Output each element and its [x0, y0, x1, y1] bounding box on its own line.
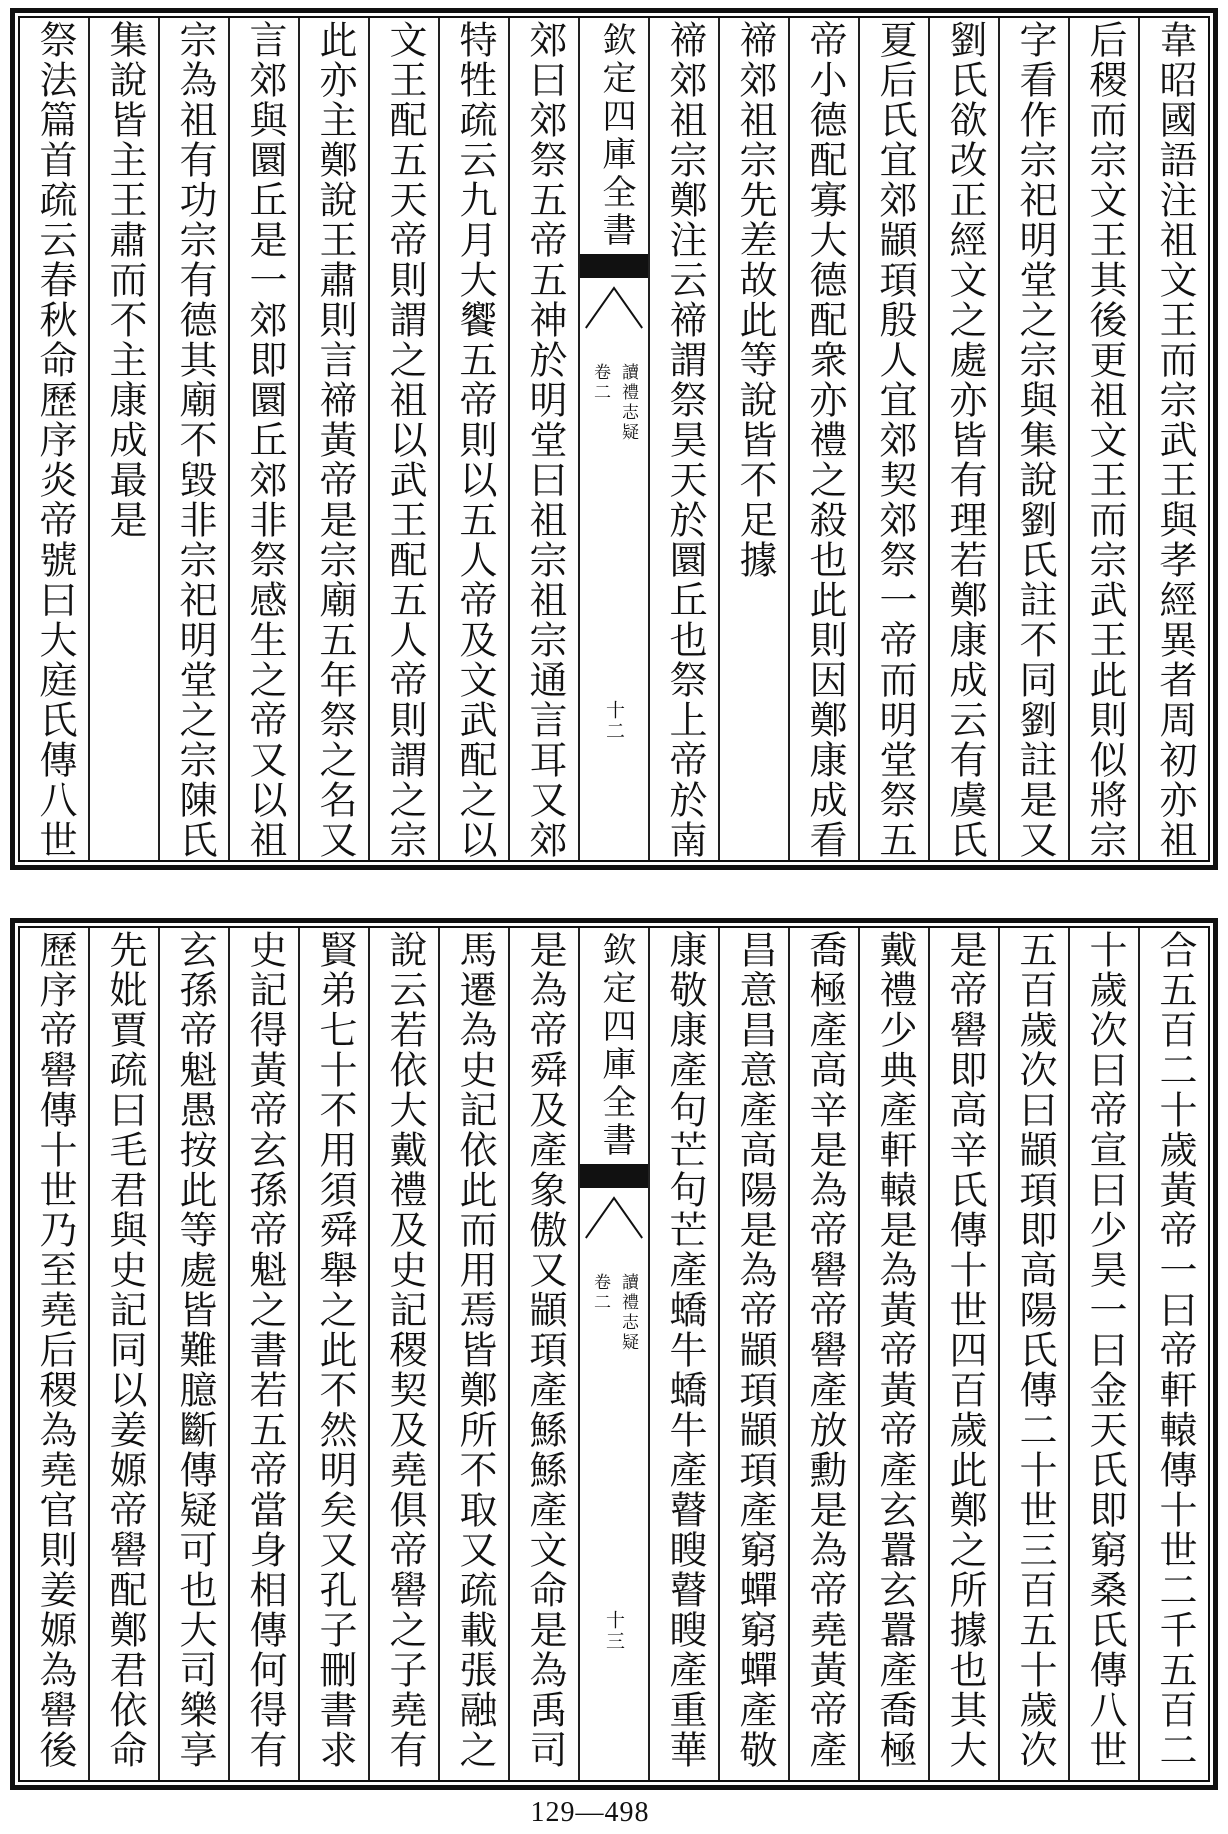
collection-title: 欽定四庫全書 — [596, 932, 636, 1160]
text-column: 昌意昌意產高陽是為帝顓頊顓頊產窮蟬窮蟬產敬 — [718, 928, 788, 1780]
collection-title: 欽定四庫全書 — [596, 22, 636, 250]
text-column: 夏后氏宜郊顓頊殷人宜郊契郊祭一帝而明堂祭五 — [858, 18, 928, 860]
text-column: 康敬康產句芒句芒產蟜牛蟜牛產瞽瞍瞽瞍產重華 — [648, 928, 718, 1780]
fishtail-mark — [580, 1164, 648, 1248]
text-column: 玄孫帝魁愚按此等處皆難臆斷傳疑可也大司樂享 — [158, 928, 228, 1780]
volume-label: 卷二 — [590, 1273, 610, 1313]
text-column: 帝小德配寡大德配衆亦禮之殺也此則因鄭康成看 — [788, 18, 858, 860]
book-meta — [580, 363, 648, 443]
text-column: 戴禮少典產軒轅是為黃帝黃帝產玄囂玄囂產喬極 — [858, 928, 928, 1780]
text-column: 言郊與圜丘是一郊即圜丘郊非祭感生之帝又以祖 — [228, 18, 298, 860]
text-column: 是為帝舜及產象傲又顓頊產鯀鯀產文命是為禹司 — [508, 928, 578, 1780]
text-column: 五百歲次曰顓頊即高陽氏傳二十世三百五十歲次 — [998, 928, 1068, 1780]
text-column: 合五百二十歲黃帝一曰帝軒轅傳十世二千五百二 — [1138, 928, 1208, 1780]
leaf-number — [580, 700, 648, 742]
text-column: 郊曰郊祭五帝五神於明堂曰祖宗祖宗通言耳又郊 — [508, 18, 578, 860]
text-column: 說云若依大戴禮及史記稷契及堯俱帝嚳之子堯有 — [368, 928, 438, 1780]
bottom-half-leaf — [10, 918, 1218, 1790]
book-name: 讀禮志疑 — [618, 363, 638, 443]
text-column: 此亦主鄭說王肅則言禘黃帝是宗廟五年祭之名又 — [298, 18, 368, 860]
fishtail-mark — [580, 254, 648, 338]
text-column: 先妣賈疏曰毛君與史記同以姜嫄帝嚳配鄭君依命 — [88, 928, 158, 1780]
reprint-page-number: 129—498 — [530, 1797, 650, 1828]
text-column: 喬極產高辛是為帝嚳帝嚳產放勳是為帝堯黃帝產 — [788, 928, 858, 1780]
text-column: 馬遷為史記依此而用焉皆鄭所不取又疏載張融之 — [438, 928, 508, 1780]
bottom-columns — [20, 928, 1208, 1780]
book-name: 讀禮志疑 — [618, 1273, 638, 1353]
top-half-leaf — [10, 8, 1218, 870]
text-column: 史記得黃帝玄孫帝魁之書若五帝當身相傳何得有 — [228, 928, 298, 1780]
text-column: 字看作宗祀明堂之宗與集說劉氏註不同劉註是又 — [998, 18, 1068, 860]
top-text-frame — [18, 16, 1210, 862]
bottom-text-frame — [18, 926, 1210, 1782]
text-column: 禘郊祖宗鄭注云禘謂祭昊天於圜丘也祭上帝於南 — [648, 18, 718, 860]
leaf-number-text: 十二 — [603, 700, 625, 742]
text-column: 賢弟七十不用須舜舉之此不然明矣又孔子刪書求 — [298, 928, 368, 1780]
text-column: 特牲疏云九月大饗五帝則以五人帝及文武配之以 — [438, 18, 508, 860]
text-column: 后稷而宗文王其後更祖文王而宗武王此則似將宗 — [1068, 18, 1138, 860]
text-column: 是帝嚳即高辛氏傳十世四百歲此鄭之所據也其大 — [928, 928, 998, 1780]
center-fold-column — [578, 928, 648, 1780]
text-column: 韋昭國語注祖文王而宗武王與孝經異者周初亦祖 — [1138, 18, 1208, 860]
text-column: 宗為祖有功宗有德其廟不毀非宗祀明堂之宗陳氏 — [158, 18, 228, 860]
center-fold-column — [578, 18, 648, 860]
leaf-number-text: 十三 — [603, 1610, 625, 1652]
book-meta — [580, 1273, 648, 1353]
text-column: 文王配五天帝則謂之祖以武王配五人帝則謂之宗 — [368, 18, 438, 860]
leaf-number — [580, 1610, 648, 1652]
text-column: 集說皆主王肅而不主康成最是 — [88, 18, 158, 860]
text-column: 歷序帝嚳傳十世乃至堯后稷為堯官則姜嫄為嚳後 — [33, 930, 77, 1770]
top-columns — [20, 18, 1208, 860]
text-column: 禘郊祖宗先差故此等說皆不足據 — [718, 18, 788, 860]
volume-label: 卷二 — [590, 363, 610, 403]
text-column: 十歲次曰帝宣曰少昊一曰金天氏即窮桑氏傳八世 — [1068, 928, 1138, 1780]
text-column: 劉氏欲改正經文之處亦皆有理若鄭康成云有虞氏 — [928, 18, 998, 860]
text-column: 祭法篇首疏云春秋命歷序炎帝號曰大庭氏傳八世 — [33, 20, 77, 860]
